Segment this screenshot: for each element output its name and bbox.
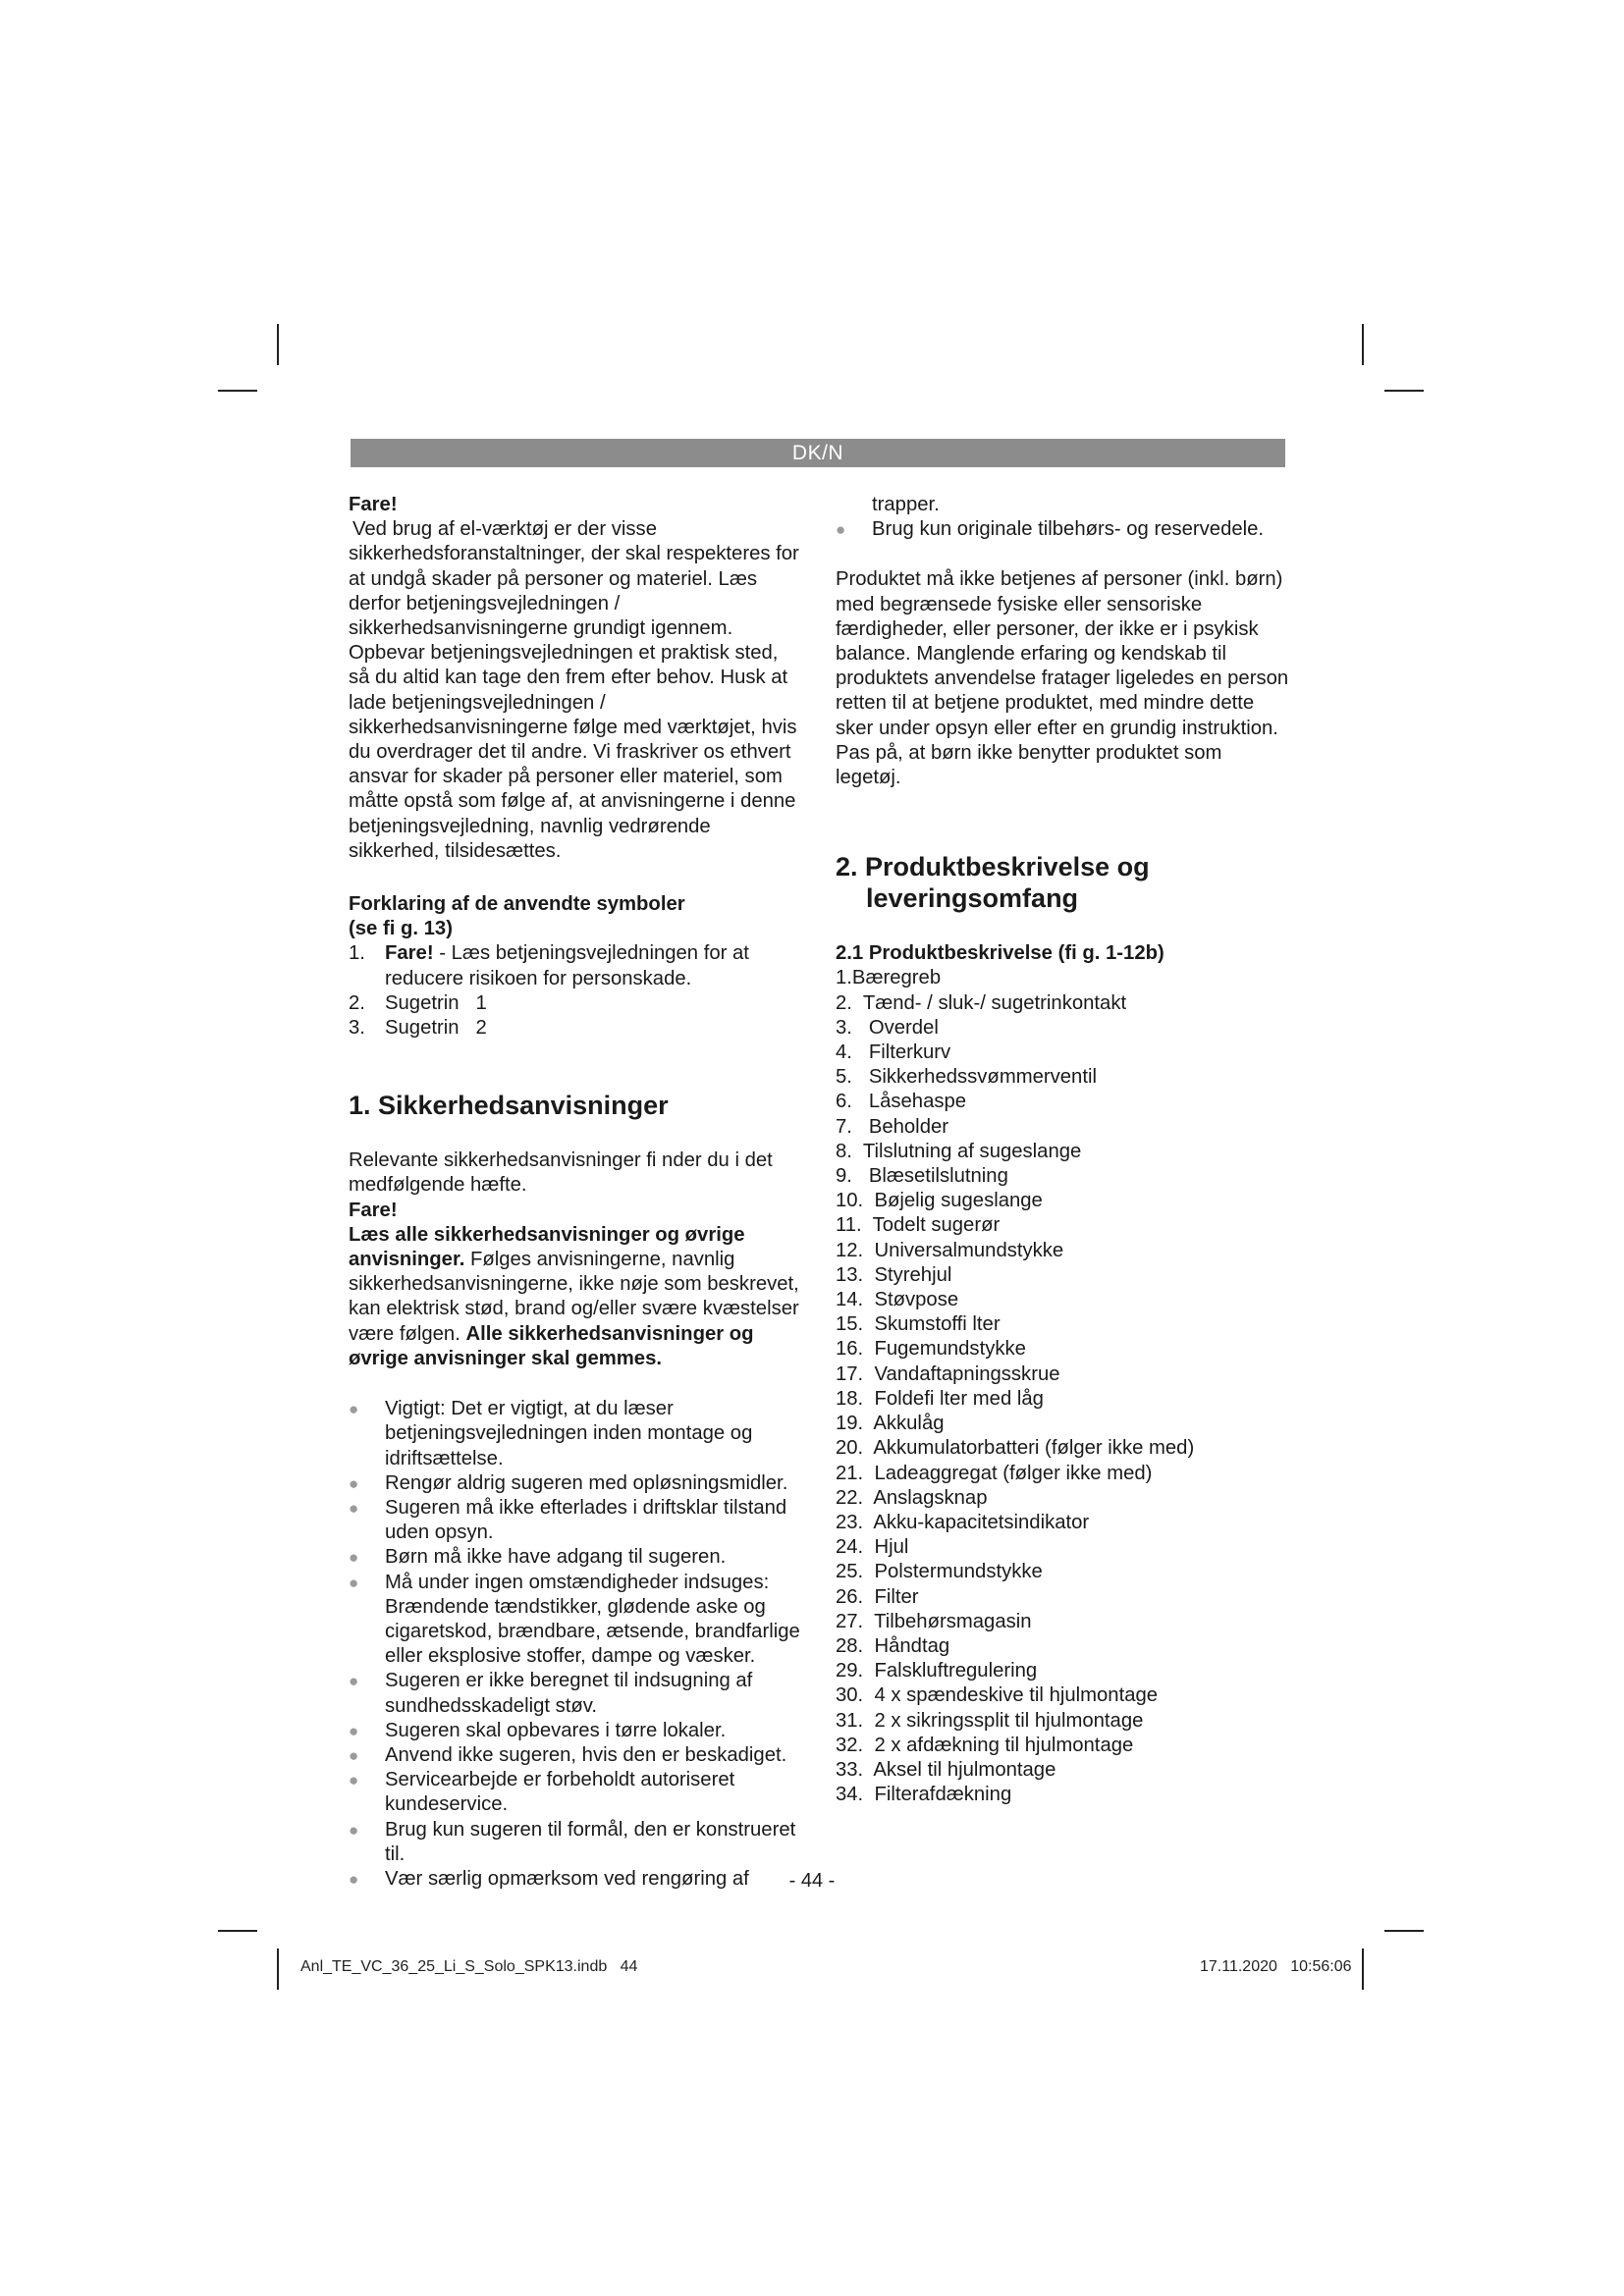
- list-item: 27. Tilbehørsmagasin: [836, 1610, 1032, 1632]
- list-item: 1.Bæregreb: [836, 967, 942, 989]
- bullet-item: ● Sugeren er ikke beregnet til indsugning af sundhedsskadeligt støv.: [349, 1669, 802, 1718]
- list-item: 11. Todelt sugerør: [836, 1214, 1001, 1237]
- crop-mark: [277, 324, 279, 365]
- footer-filename: Anl_TE_VC_36_25_Li_S_Solo_SPK13.indb 44: [300, 1958, 638, 1975]
- crop-mark: [1384, 1930, 1424, 1932]
- list-item: 2. Tænd- / sluk-/ sugetrinkontakt: [836, 991, 1127, 1014]
- bullet-icon: ●: [836, 520, 846, 540]
- section2-title: 2. Produktbeskrivelse og leveringsomfang: [836, 852, 1150, 914]
- bullet-item: ● Sugeren skal opbevares i tørre lokaler.: [349, 1719, 802, 1743]
- right-column: [836, 493, 1291, 1807]
- relevant-paragraph: Relevante sikkerhedsanvisninger fi nder du i det medfølgende hæfte.: [349, 1149, 773, 1197]
- subsection-title: 2.1 Produktbeskrivelse (fi g. 1-12b): [836, 942, 1164, 965]
- bullet-item: ● Børn må ikke have adgang til sugeren.: [349, 1545, 802, 1570]
- list-item: 12. Universalmundstykke: [836, 1239, 1064, 1261]
- symbol-item: 2. Sugetrin 1: [349, 991, 487, 1014]
- bullet-icon: ●: [349, 1745, 359, 1765]
- bullet-item: ● Brug kun originale tilbehørs- og reservedele.: [836, 517, 1291, 542]
- list-item: 18. Foldefi lter med låg: [836, 1387, 1044, 1410]
- bullet-item: ● Brug kun sugeren til formål, den er konstrueret til.: [349, 1818, 802, 1867]
- bullet-icon: ●: [349, 1869, 359, 1889]
- list-item: 14. Støvpose: [836, 1289, 959, 1311]
- list-item: 19. Akkulåg: [836, 1413, 945, 1435]
- list-item: 13. Styrehjul: [836, 1263, 952, 1286]
- safety-bullet-list: [349, 1397, 802, 1892]
- crop-mark: [1362, 1949, 1364, 1990]
- section1-title: 1. Sikkerhedsanvisninger: [349, 1091, 669, 1121]
- crop-mark: [218, 390, 257, 392]
- list-item: 21. Ladeaggregat (følger ikke med): [836, 1462, 1153, 1484]
- list-item: 25. Polstermundstykke: [836, 1561, 1043, 1583]
- list-item: 23. Akku-kapacitetsindikator: [836, 1511, 1090, 1533]
- bullet-item: ● Vær særlig opmærksom ved rengøring af: [349, 1867, 802, 1892]
- symbol-item: 3. Sugetrin 2: [349, 1017, 487, 1040]
- list-item: 34. Filterafdækning: [836, 1784, 1012, 1806]
- symbols-heading: Forklaring af de anvendte symboler (se fi g. 13): [349, 893, 685, 940]
- list-item: 20. Akkumulatorbatteri (følger ikke med): [836, 1437, 1195, 1460]
- bullet-icon: ●: [349, 1473, 359, 1493]
- list-item: 3. Overdel: [836, 1016, 939, 1039]
- list-item: 8. Tilslutning af sugeslange: [836, 1140, 1082, 1162]
- bullet-icon: ●: [349, 1820, 359, 1840]
- bullet-icon: ●: [349, 1548, 359, 1568]
- list-item: 22. Anslagsknap: [836, 1486, 988, 1509]
- list-item: 32. 2 x afdækning til hjulmontage: [836, 1734, 1134, 1756]
- product-paragraph: Produktet må ikke betjenes af personer (inkl. børn) med begrænsede fysiske eller sensoriske færdigheder, eller personer, der ikke er i psykisk balance. Manglende erfaring og kendskab til produktets anvendelse fratager ligeledes en person retten til at betjene produktet, med mindre dette sker under opsyn eller efter en grundig instruktion. Pas på, at børn ikke benytter produktet som legetøj.: [836, 568, 1289, 789]
- crop-mark: [1362, 324, 1364, 365]
- list-item: 33. Aksel til hjulmontage: [836, 1758, 1056, 1781]
- list-item: 15. Skumstoffi lter: [836, 1313, 1001, 1336]
- list-item: 16. Fugemundstykke: [836, 1338, 1026, 1361]
- continued-text: trapper.: [872, 494, 940, 515]
- page-number: - 44 -: [788, 1870, 836, 1892]
- bullet-item: ● Må under ingen omstændigheder indsuges: Brændende tændstikker, glødende aske og cigaretskod, brændbare, ætsende, brandfarlige eller eksplosive stoffer, dampe og væsker.: [349, 1571, 802, 1670]
- list-item: 17. Vandaftapningsskrue: [836, 1362, 1060, 1385]
- bullet-item: ● Servicearbejde er forbeholdt autoriseret kundeservice.: [349, 1768, 802, 1817]
- bullet-icon: ●: [349, 1771, 359, 1790]
- bullet-icon: ●: [349, 1573, 359, 1592]
- fare-heading: Fare!: [349, 494, 398, 515]
- list-item: 10. Bøjelig sugeslange: [836, 1190, 1043, 1212]
- crop-mark: [218, 1930, 257, 1932]
- bullet-icon: ●: [349, 1721, 359, 1740]
- fare2-heading: Fare!: [349, 1199, 398, 1221]
- list-item: 29. Falskluftregulering: [836, 1660, 1038, 1682]
- bullet-icon: ●: [349, 1498, 359, 1518]
- language-label: DK/N: [791, 442, 844, 464]
- crop-mark: [1384, 390, 1424, 392]
- crop-mark: [277, 1949, 279, 1990]
- bullet-item: ● Sugeren må ikke efterlades i driftsklar tilstand uden opsyn.: [349, 1496, 802, 1545]
- list-item: 24. Hjul: [836, 1536, 909, 1559]
- parts-list: [836, 966, 1291, 1807]
- list-item: 31. 2 x sikringssplit til hjulmontage: [836, 1709, 1144, 1732]
- list-item: 4. Filterkurv: [836, 1041, 951, 1064]
- bullet-icon: ●: [349, 1400, 359, 1419]
- read-all-paragraph: Læs alle sikkerhedsanvisninger og øvrige anvisninger. Følges anvisningerne, navnlig sikkerhedsanvisningerne, ikke nøje som beskrevet, kan elektrisk stød, brand og/eller svære kvæstelser være følgen. Alle sikkerhedsanvisninger og øvrige anvisninger skal gemmes.: [349, 1223, 799, 1369]
- bullet-item: ● Rengør aldrig sugeren med opløsningsmidler.: [349, 1471, 802, 1496]
- symbols-list: [349, 941, 802, 1041]
- bullet-item: ● Anvend ikke sugeren, hvis den er beskadiget.: [349, 1743, 802, 1768]
- list-item: 6. Låsehaspe: [836, 1091, 967, 1113]
- language-header-bar: [351, 439, 1285, 467]
- list-item: 28. Håndtag: [836, 1634, 950, 1657]
- list-item: 7. Beholder: [836, 1115, 949, 1138]
- footer-datetime: 17.11.2020 10:56:06: [1200, 1958, 1352, 1975]
- bullet-item: ● Vigtigt: Det er vigtigt, at du læser betjeningsvejledningen inden montage og idriftsættelse.: [349, 1397, 802, 1471]
- symbol-item: 1. Fare! - Læs betjeningsvejledningen for at reducere risikoen for personskade.: [349, 942, 749, 989]
- fare-paragraph: Ved brug af el-værktøj er der visse sikkerhedsforanstaltninger, der skal respekteres for at undgå skader på personer og materiel. Læs derfor betjeningsvejledningen / sikkerhedsanvisningerne grundigt igennem. Opbevar betjeningsvejledningen et praktisk sted, så du altid kan tage den frem efter behov. Husk at lade betjeningsvejledningen / sikkerhedsanvisningerne følge med værktøjet, hvis du overdrager det til andre. Vi fraskriver os ethvert ansvar for skader på personer eller materiel, som måtte opstå som følge af, at anvisningerne i denne betjeningsvejledning, navnlig vedrørende sikkerhed, tilsidesættes.: [349, 518, 799, 862]
- list-item: 30. 4 x spændeskive til hjulmontage: [836, 1684, 1159, 1707]
- list-item: 5. Sikkerhedssvømmerventil: [836, 1066, 1097, 1089]
- list-item: 26. Filter: [836, 1585, 919, 1608]
- left-column: [349, 493, 802, 1892]
- bullet-icon: ●: [349, 1672, 359, 1691]
- list-item: 9. Blæsetilslutning: [836, 1165, 1008, 1188]
